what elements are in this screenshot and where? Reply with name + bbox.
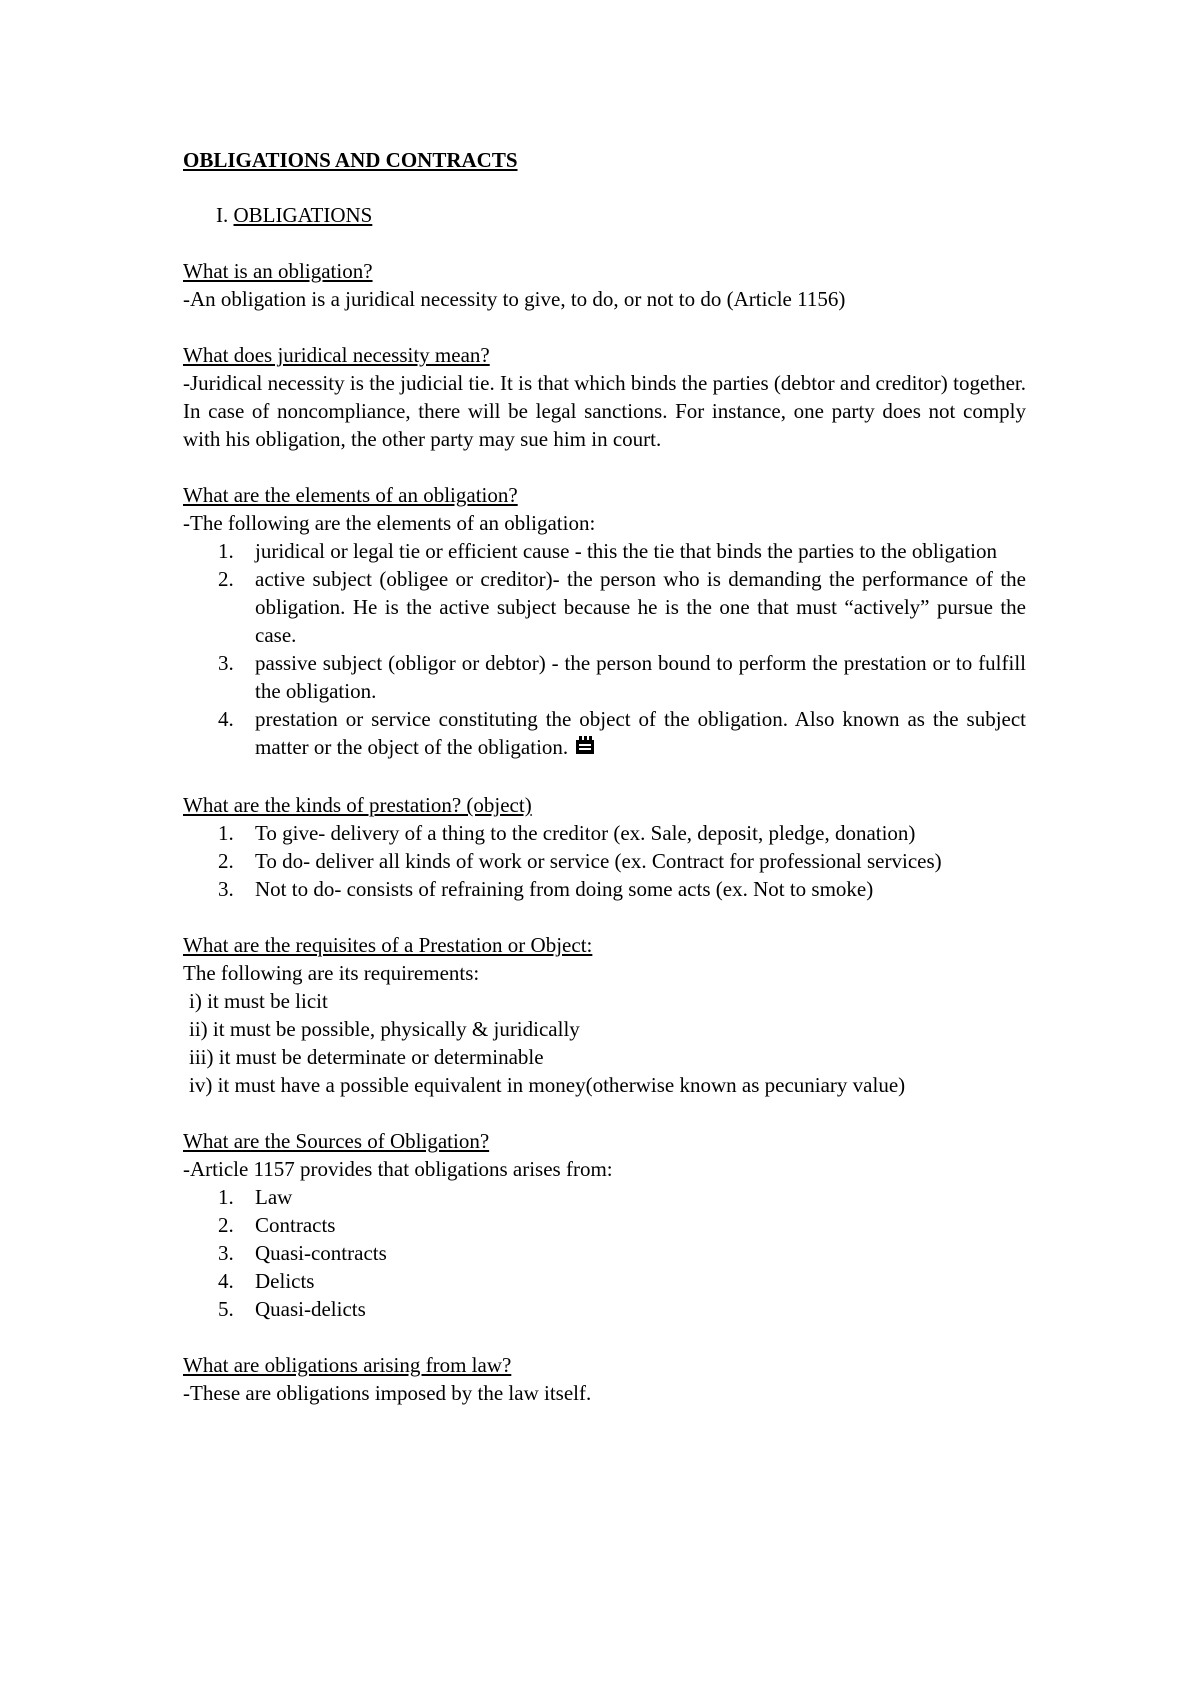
qa-block-kinds-of-prestation <box>183 791 1026 903</box>
list-item: ii) it must be possible, physically & juridically <box>189 1017 580 1041</box>
list-item: 1. To give- delivery of a thing to the creditor (ex. Sale, deposit, pledge, donation) <box>218 821 916 845</box>
document-content <box>183 146 1026 1407</box>
question: What are the kinds of prestation? (object) <box>183 793 532 817</box>
section-title: OBLIGATIONS <box>233 203 373 227</box>
list-item: iii) it must be determinate or determinable <box>189 1045 544 1069</box>
list-item: 3. Not to do- consists of refraining from doing some acts (ex. Not to smoke) <box>218 877 874 901</box>
qa-block-juridical-necessity <box>183 341 1026 453</box>
document-title: OBLIGATIONS AND CONTRACTS <box>183 148 518 172</box>
question: What are the requisites of a Prestation or Object: <box>183 933 593 957</box>
list-item: 5. Quasi-delicts <box>218 1297 366 1321</box>
qa-block-obligation <box>183 257 1026 313</box>
list-item: iv) it must have a possible equivalent in money(otherwise known as pecuniary value) <box>189 1073 906 1097</box>
list-item: 2. active subject (obligee or creditor)- the person who is demanding the performance of the obligation. He is the active subject because he is the one that must “actively” pursue the case. <box>218 567 1026 647</box>
intro: The following are its requirements: <box>183 961 480 985</box>
answer: -Juridical necessity is the judicial tie. It is that which binds the parties (debtor and creditor) together. In case of noncompliance, there will be legal sanctions. For instance, one party does not comply with his obligation, the other party may sue him in court. <box>183 371 1026 451</box>
qa-block-sources <box>183 1127 1026 1323</box>
sources-list <box>183 1183 1026 1323</box>
list-item: 2. To do- deliver all kinds of work or service (ex. Contract for professional services) <box>218 849 942 873</box>
intro: -Article 1157 provides that obligations arises from: <box>183 1157 613 1181</box>
answer: -These are obligations imposed by the law itself. <box>183 1381 592 1405</box>
question: What are the Sources of Obligation? <box>183 1129 490 1153</box>
list-item: 3. passive subject (obligor or debtor) - the person bound to perform the prestation or to fulfill the obligation. <box>218 651 1026 703</box>
list-item: 2. Contracts <box>218 1213 336 1237</box>
qa-block-elements <box>183 481 1026 763</box>
elements-list <box>183 537 1026 763</box>
section-numeral: I. <box>216 203 229 227</box>
list-item: 1. juridical or legal tie or efficient cause - this the tie that binds the parties to the obligation <box>218 539 997 563</box>
prestation-kinds-list <box>183 819 1026 903</box>
qa-block-requisites <box>183 931 1026 1099</box>
section-heading <box>216 201 1026 229</box>
list-item: 3. Quasi-contracts <box>218 1241 387 1265</box>
list-item: i) it must be licit <box>189 989 328 1013</box>
list-item: 4. Delicts <box>218 1269 315 1293</box>
requisites-list <box>183 987 1026 1099</box>
qa-block-obligations-from-law <box>183 1351 1026 1407</box>
question: What does juridical necessity mean? <box>183 343 490 367</box>
question: What are obligations arising from law? <box>183 1353 512 1377</box>
question: What are the elements of an obligation? <box>183 483 518 507</box>
clipboard-icon <box>574 734 596 763</box>
list-item: 1. Law <box>218 1185 293 1209</box>
answer: -An obligation is a juridical necessity to give, to do, or not to do (Article 1156) <box>183 287 846 311</box>
intro: -The following are the elements of an obligation: <box>183 511 596 535</box>
list-item: 4. prestation or service constituting the object of the obligation. Also known as the subject matter or the object of the obligation. <box>183 705 1026 763</box>
question: What is an obligation? <box>183 259 373 283</box>
